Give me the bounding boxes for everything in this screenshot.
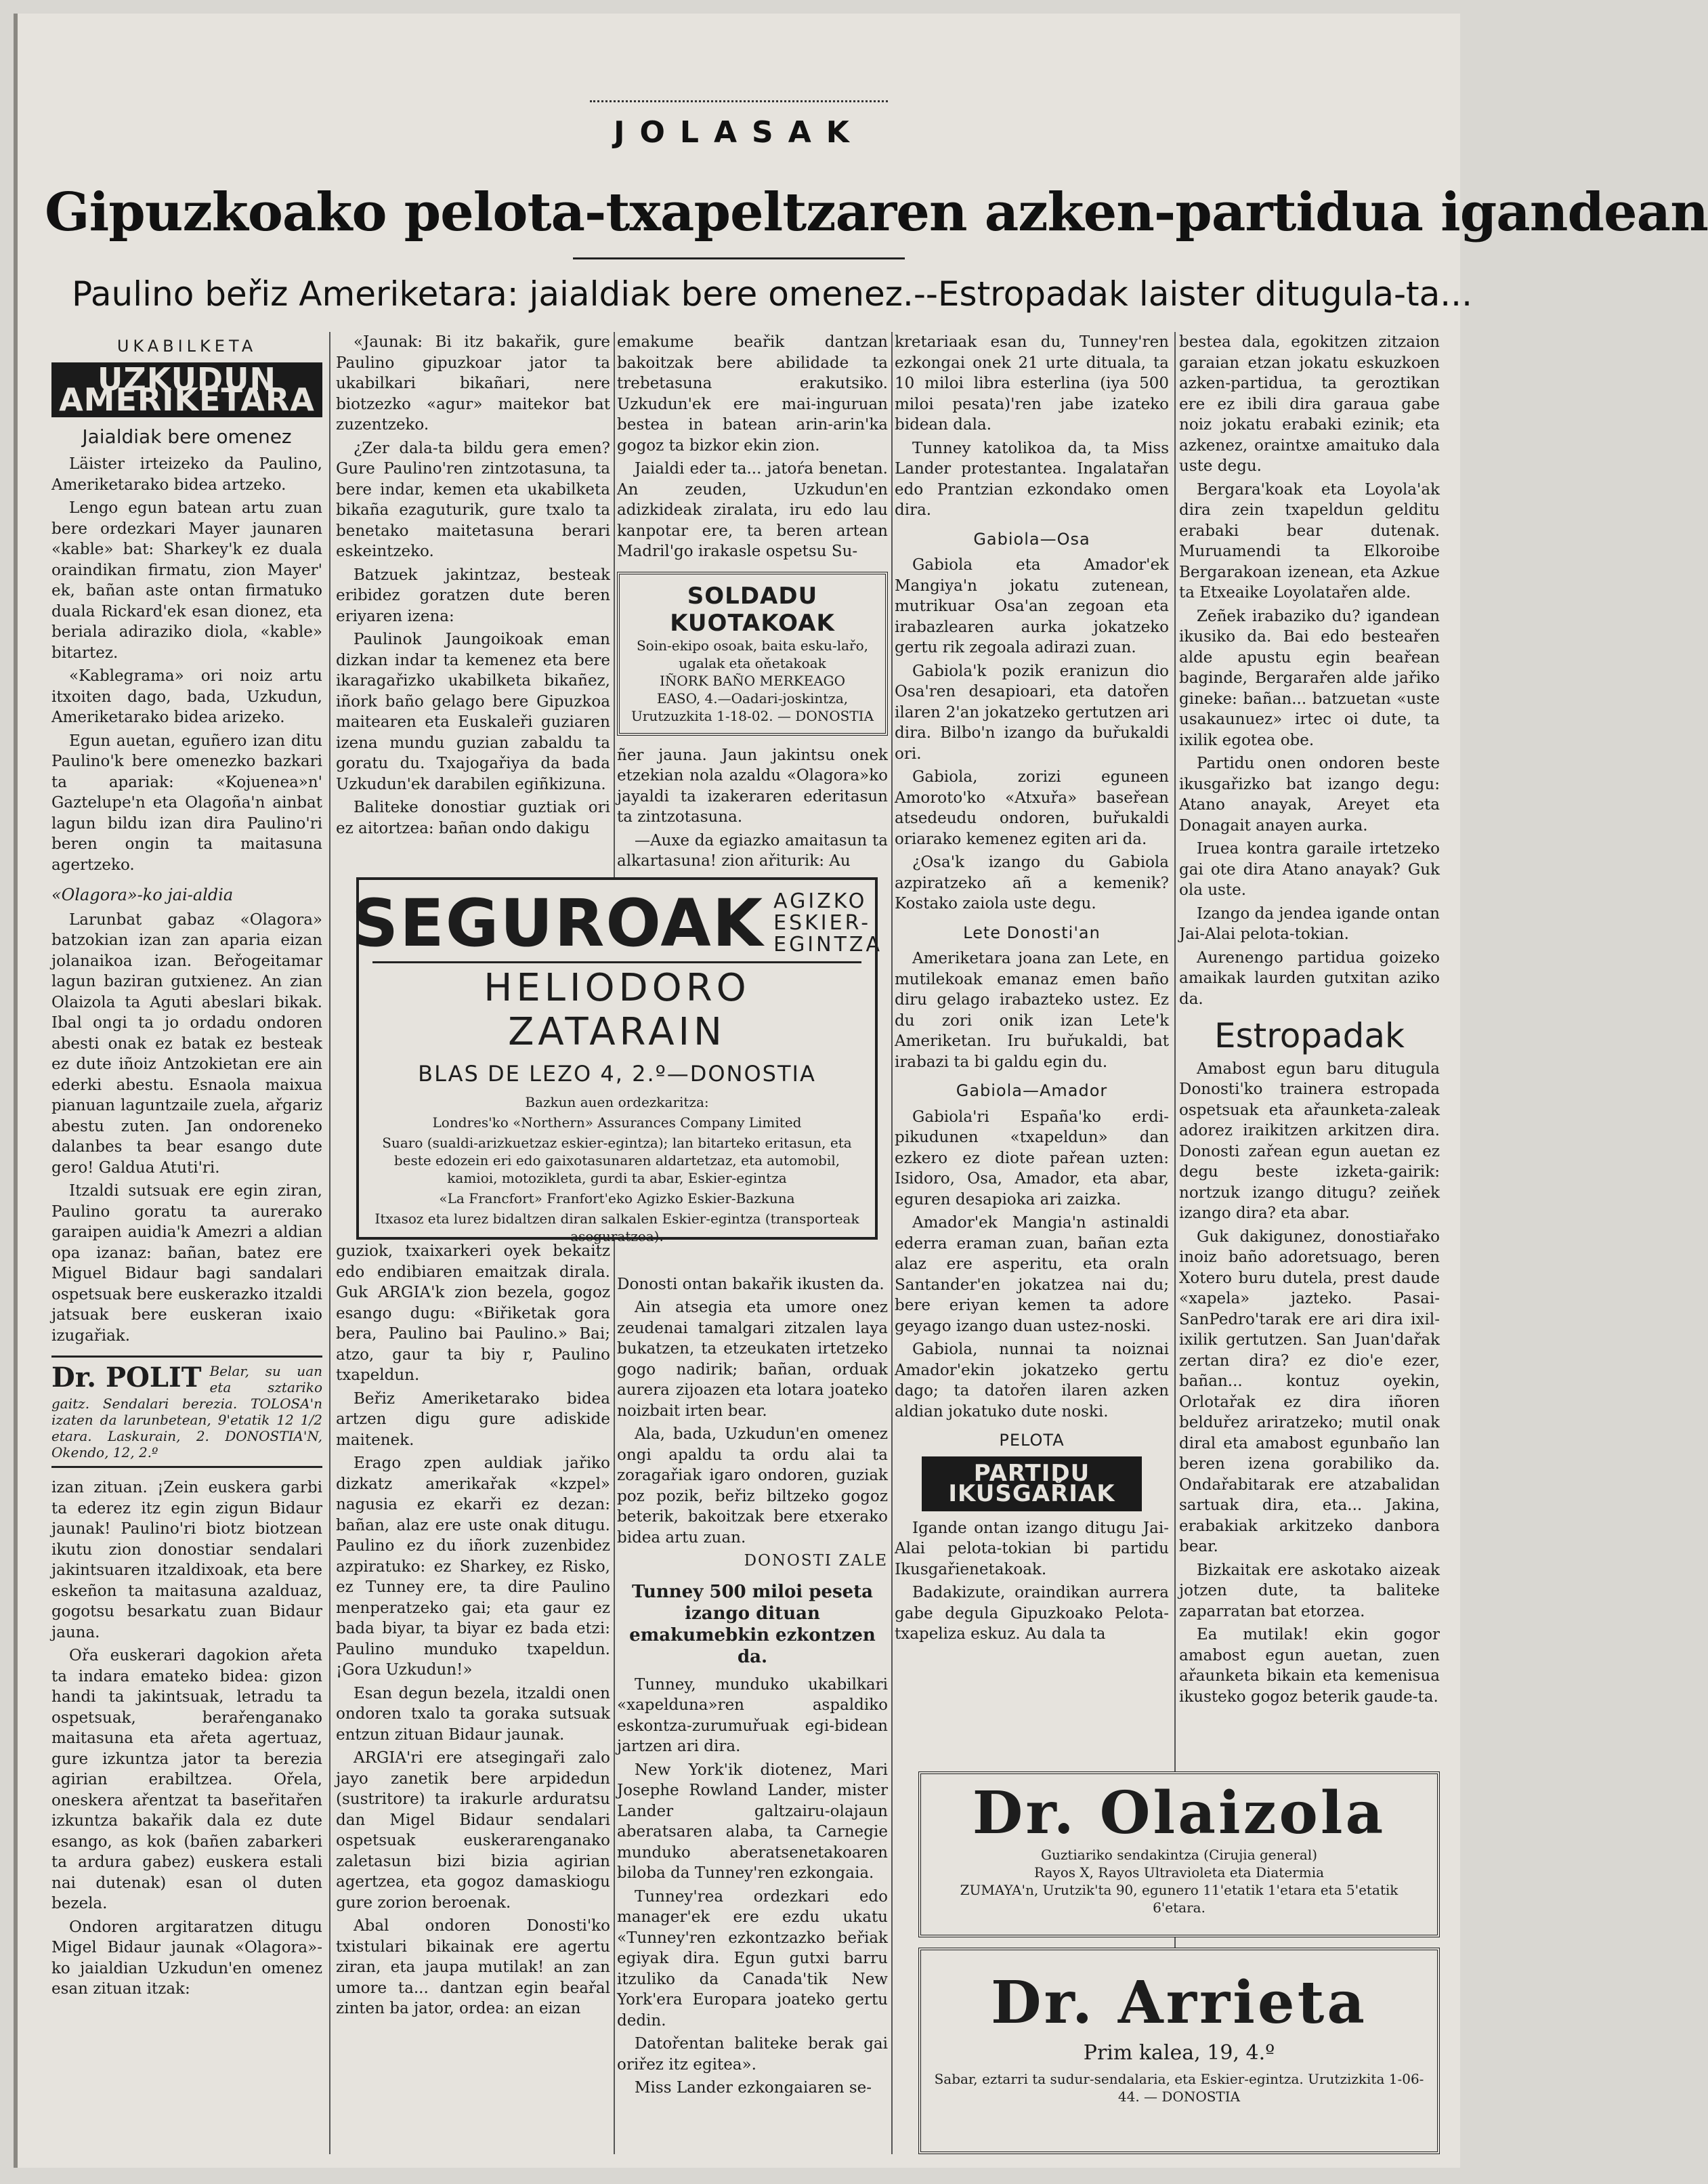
- paragraph: Abal ondoren Donosti'ko txistulari bikainak ere agertu ziran, eta jaupa mutilak! an zan umore ta... dantzan egin beařal zinten ba jator, ordea: an eizan: [336, 1917, 610, 2017]
- paragraph: Baliteke donostiar guztiak ori ez aitortzea: bañan ondo dakigu: [336, 799, 610, 837]
- arrieta-name: Dr. Arrieta: [990, 1969, 1368, 2037]
- signature: DONOSTI ZALE: [744, 1552, 888, 1570]
- soldadu-ad-line: IÑORK BAÑO MERKEAGO: [659, 672, 846, 689]
- paragraph: bestea dala, egokitzen zitzaion garaian etzan jokatu eskuzkoen azken-partidua, ta geroztikan ere ez ibili dira garaua gabe noiz jokatu erabaki ezinik; eta azkenez, oraintxe amaituko dala uste degu.: [1179, 333, 1440, 475]
- estropadak-title: Estropadak: [1214, 1016, 1405, 1055]
- section-subheading: Lete Donosti'an: [963, 923, 1101, 942]
- paragraph: Esan degun bezela, itzaldi onen ondoren txalo ta goraka sutsuak entzun zituan Bidaur jaunak.: [336, 1684, 610, 1744]
- olaizola-line: Guztiariko sendakintza (Cirujia general): [1040, 1847, 1318, 1863]
- paragraph: Ořa euskerari dagokion ařeta ta indara emateko bidea: gizon handi ta jakintsuak, letradu ta ospetsuak, berařenganako maitasuna eta ařeta agertuaz, gure izkuntza jator ta berezia agirian erabiltzea. Ořela, oneskera ařentzat ta baseřitařen izkuntza bakařik dala ez dute esango, as kok (bañen zabarkeri ta ardura gabez) euskera estali nai dutenak) esan ol duten bezela.: [51, 1647, 322, 1912]
- seguroak-company: HELIODORO ZATARAIN: [372, 961, 861, 1054]
- paragraph: Igande ontan izango ditugu Jai-Alai pelota-tokian bi partidu Ikusgařienetakoak.: [895, 1519, 1169, 1578]
- paragraph: Ea mutilak! ekin gogor amabost egun auetan, zuen ařaunketa bikain eta kemenisua ikusteko gogoz beterik gaude-ta.: [1179, 1626, 1440, 1706]
- paragraph: Paulinok Jaungoikoak eman dizkan indar ta kemenez eta bere ikaragařizko ukabilketa bikañez, iñork baño gelago bere Gipuzkoa maitearen eta Euskaleři guziaren izena mundu guzian zabaldu ta goratu du. Txajogařiya da bada Uzkudun'ek darabilen egiñkizuna.: [336, 631, 610, 793]
- paragraph: Beřiz Ameriketarako bidea artzen digu gure adiskide maitenek.: [336, 1389, 610, 1449]
- paragraph: Gabiola'ri España'ko erdi-pikudunen «txapeldun» dan ezkero ez diote pařean uzten: Isidoro, Osa, Amador, eta abar, eguren desapioka ari zaizka.: [895, 1108, 1169, 1209]
- paragraph: New York'ik diotenez, Mari Josephe Rowland Lander, mister Lander galtzairu-olajaun aberatsaren alaba, ta Carnegie munduko aberatsenetakoaren biloba da Tunney'ren ezkongaia.: [617, 1761, 888, 1882]
- arrieta-line: Sabar, eztarri ta sudur-sendalaria, eta Eskier-egintza. Urutzizkita 1-06-44. — DONOSTIA: [934, 2071, 1424, 2105]
- paragraph: Partidu onen ondoren beste ikusgařizko bat izango degu: Atano anayak, Areyet eta Donagait anayen aurka.: [1179, 755, 1440, 835]
- section-subheading: Gabiola—Osa: [973, 529, 1090, 549]
- soldadu-ad-title: SOLDADU KUOTAKOAK: [670, 582, 835, 637]
- soldadu-ad-line: Soin-ekipo osoak, baita esku-lařo, ugalak eta oňetakoak: [636, 637, 868, 671]
- paragraph: Donosti ontan bakařik ikusten da.: [617, 1275, 884, 1293]
- paragraph: Amador'ek Mangia'n astinaldi ederra eraman zuan, bañan ezta alaz ere asperitu, eta oraln Santander'en jokatzea nai du; bere eriyan kemen ta adore geyago izango duan ustez-noski.: [895, 1214, 1169, 1335]
- paragraph: Ondoren argitaratzen ditugu Migel Bidaur jaunak «Olagora»-ko jaialdian Uzkudun'en omenez esan zituan itzak:: [51, 1918, 322, 1998]
- paragraph: Miss Lander ezkongaiaren se-: [635, 2079, 872, 2097]
- paragraph: Batzuek jakintzaz, besteak eribidez goratzen dute beren eriyaren izena:: [336, 566, 610, 625]
- paragraph: Zeñek irabaziko du? igandean ikusiko da. Bai edo besteařen alde apustu egin beařean baginde, Bergarařen alde jařiko gineke: bañan... batzuetan «uste usakaunuez» irtec oi dute, ta ixilik egotea obe.: [1179, 607, 1440, 749]
- seguroak-side: [773, 891, 882, 956]
- seguroak-line: Itxasoz eta lurez bidaltzen diran salkalen Eskier-egintza (transporteak aseguratzea).: [375, 1211, 859, 1244]
- paragraph: kretariaak esan du, Tunney'ren ezkongai onek 21 urte dituala, ta 10 miloi libra esterlina (iya 500 miloi pesata)'ren jabe izateko bidean dala.: [895, 333, 1169, 434]
- seguroak-name: SEGUROAK: [351, 885, 765, 961]
- paragraph: Larunbat gabaz «Olagora» batzokian izan zan aparia eizan jolanaikoa izan. Beřogeitamar lagun baziran gutxienez. An zian Olaizola ta Aguti abeslari bikak. Ibal ongi ta jo ordadu ondoren abesti onak ez batak ez besteak ez dute iñoiz Antzokietan ere ain ederki abestu. Esnaola maixua pianuan laguntzaile zuela, ařgariz abestu zuten. Jan ondoreneko dalanbes ta bear esango dute gero! Galdua Atuti'ri.: [51, 910, 322, 1177]
- paragraph: «Kablegrama» ori noiz artu itxoiten dago, bada, Uzkudun, Ameriketarako bidea arizeko.: [51, 667, 322, 726]
- paragraph: Gabiola, zorizi eguneen Amoroto'ko «Atxuřa» baseřean atsedeudu ondoren, buřukaldi oriarako kemenez egiten ari da.: [895, 768, 1169, 848]
- section-title: JOLASAK: [614, 115, 864, 150]
- column-1: [51, 332, 322, 2154]
- paragraph: Itzaldi sutsuak ere egin ziran, Paulino goratu ta aurerako garaipen auidia'k Amezri a aldian opa izanaz: bañan, batez ere Miguel Bidaur bagi sandalari ospetsuak bere euskerazko itzaldi jatsuak bere euskeran ixaio izugařiak.: [51, 1182, 322, 1345]
- section-subheading: Gabiola—Amador: [956, 1081, 1108, 1100]
- paragraph: izan zituan. ¡Zein euskera garbi ta ederez itz egin zigun Bidaur jaunak! Paulino'ri biotz biotzean ikutu zion donostiar sendalari jakintsuaren itzaldixoak, eta bere eskeñon ta maitasuna azalduaz, gogotsu besarkatu zuan Bidaur jauna.: [51, 1479, 322, 1641]
- olaizola-line: ZUMAYA'n, Urutzik'ta 90, egunero 11'etatik 1'etara eta 5'etatik 6'etara.: [960, 1882, 1399, 1916]
- partidu-banner: PARTIDU IKUSGAŘIAK: [922, 1456, 1142, 1511]
- paragraph: «Jaunak: Bi itz bakařik, gure Paulino gipuzkoar jator ta ukabilkari bikañari, nere biotzezko «agur» maitekor bat zuzentzeko.: [336, 333, 610, 434]
- seguroak-line: Suaro (sualdi-arizkuetzaz eskier-egintza); lan bitarteko eritasun, eta beste edozein eri edo gaixotasunaren aldartetzaz, eta automobil, kamioi, motozikleta, gurdi ta abar, Eskier-egintza: [382, 1135, 852, 1186]
- paragraph: emakume beařik dantzan bakoitzak bere abilidade ta trebetasuna erakutsiko. Uzkudun'ek ere mai-inguruan bestea in batean arin-arin'ka gogoz ta bizkor ekin zion.: [617, 333, 888, 455]
- paragraph: Aurenengo partidua goizeko amaikak laurden gutxitan aziko da.: [1179, 948, 1440, 1008]
- article-subtitle: Jaialdiak bere omenez: [82, 425, 292, 448]
- paragraph: ¿Zer dala-ta bildu gera emen? Gure Paulino'ren zintzotasuna, ta bere indar, kemen eta ukabilketa bikaña ezaguturik, gure txalo ta benetako maitetasuna berari eskeintzeko.: [336, 439, 610, 560]
- subheadline: Paulino beřiz Ameriketara: jaialdiak bere omenez.--Estropadak laister ditugula-ta...: [72, 274, 1472, 314]
- arrieta-ad: [918, 1948, 1440, 2154]
- seguroak-line: Londres'ko «Northern» Assurances Company Limited: [432, 1114, 802, 1131]
- seguroak-side-line: EGINTZA: [773, 933, 882, 957]
- paragraph: ARGIA'ri ere atsegingaři zalo jayo zanetik bere arpidedun (sustritore) ta irakurle arduratsu dan Migel Bidaur sendalari ospetsuak euskerarenganako zaletasun bizi bizia agirian agertzea, eta gogoz damaskiogu gure zorion beroenak.: [336, 1749, 610, 1912]
- paragraph: Ameriketara joana zan Lete, en mutilekoak emanaz emen baño diru gelago irabazteko ustez. Ez du zori onik izan Lete'k Ameriketan. Iru buřukaldi, bat irabazi ta bi galdu egin du.: [895, 950, 1169, 1071]
- paragraph: Erago zpen auldiak jařiko dizkatz amerikařak «kzpel» nagusia ez ekarři ez dezan: bañan, alaz ere uste onak ditugu. Paulino ez du iñork zuzenbidez azpiratuko: ez Sharkey, ez Risko, ez Tunney ere, ta dire Paulino menperatzeko gai; eta gaur ez bada biyar, ta biyar ez bada etzi: Paulino munduko txapeldun. ¡Gora Uzkudun!»: [336, 1454, 610, 1679]
- olaizola-name: Dr. Olaizola: [972, 1779, 1386, 1847]
- paragraph: Läister irteizeko da Paulino, Ameriketarako bidea artzeko.: [51, 455, 322, 494]
- dr-polit-ad: [51, 1356, 322, 1468]
- paragraph: Tunney, munduko ukabilkari «xapelduna»ren aspaldiko eskontza-zurumuřuak egi-bidean jartzen ari dira.: [617, 1675, 888, 1755]
- column-divider: [891, 332, 893, 2154]
- seguroak-header: [351, 885, 882, 961]
- paragraph: Amabost egun baru ditugula Donosti'ko trainera estropada ospetsuak eta ařaunketa-zaleak adorez iraikitzen arkitzen dira. Donosti zařean egun auetan ez degu beste izketa-gairik: nortzuk izango ditugu? zeiňek izango dira? eta abar.: [1179, 1059, 1440, 1222]
- olaizola-ad: [918, 1771, 1440, 1937]
- article-banner: UZKUDUN AMERIKETARA: [51, 362, 322, 417]
- seguroak-side-line: ESKIER-: [773, 911, 872, 935]
- paragraph: Bizkaitak ere askotako aizeak jotzen dute, ta baliteke zaparratan bat etorzea.: [1179, 1561, 1440, 1620]
- paragraph: Iruea kontra garaile irtetzeko gai ote dira Atano anayak? Guk ola uste.: [1179, 840, 1440, 899]
- dr-polit-name: Dr. POLIT: [51, 1362, 202, 1393]
- paragraph: Badakizute, oraindikan aurrera gabe degula Gipuzkoako Pelota-txapeliza eskuz. Au dala ta: [895, 1584, 1169, 1643]
- paragraph: Tunney'rea ordezkari edo manager'ek ere ezdu ukatu «Tunney'ren ezkontzazko beřiak egiyak dira. Egun gutxi barru itzuliko da Canada'tik New York'era Europara joateko gertu dedin.: [617, 1887, 888, 2030]
- article-heading: Tunney 500 miloi peseta izango dituan emakumebkin ezkontzen da.: [629, 1581, 876, 1667]
- dr-polit-text: Belar, su uan eta sztariko gaitz. Sendalari berezia. TOLOSA'n izaten da larunbetean, 9'etatik 12 1/2 etara. Laskurain, 2. DONOSTIA'N, Okendo, 12, 2.º: [51, 1363, 322, 1461]
- paragraph: ¿Osa'k izango du Gabiola azpiratzeko añ a kemenik? Kostako zaiola uste degu.: [895, 854, 1169, 912]
- newspaper-page: [14, 14, 1708, 2168]
- paragraph: Jaialdi eder ta... jatoŕa benetan. An zeuden, Uzkudun'en adizkideak ziralata, iru edo lau kanpotar ere, ta beren artean Madril'go irakasle ospetsu Su-: [617, 460, 888, 560]
- seguroak-address: BLAS DE LEZO 4, 2.º—DONOSTIA: [418, 1061, 816, 1087]
- paragraph: Lengo egun batean artu zuan bere ordezkari Mayer jaunaren «kable» bat: Sharkey'k ez duala oraindikan firmatu, zion Mayer' ek, bañan aste ontan firmatuko duala Rickard'ek esan dionez, eta beriala adiraziko diola, «kable» bitartez.: [51, 499, 322, 662]
- column-divider: [329, 332, 330, 2154]
- paragraph: —Auxe da egiazko amaitasun ta alkartasuna! zion ařiturik: Au: [617, 831, 888, 870]
- olaizola-line: Rayos X, Rayos Ultravioleta eta Diatermia: [1033, 1864, 1325, 1881]
- paragraph: guziok, txaixarkeri oyek bekaitz edo endibiaren emaitzak dirala. Guk ARGIA'k zion bezela, gogoz esango dugu: «Biřiketak gora bera, Paulino bai Paulino.» Bai; atzo, gaur ta biy r, Paulino txapeldun.: [336, 1242, 610, 1384]
- soldadu-ad-line: EASO, 4.—Oadari-joskintza, Urutzuzkita 1-18-02. — DONOSTIA: [631, 690, 874, 724]
- seguroak-side-line: AGIZKO: [773, 889, 868, 913]
- headline-rule: [573, 257, 905, 262]
- paragraph: Gabiola eta Amador'ek Mangiya'n jokatu zutenean, mutrikuar Osa'an zegoan eta irabazlearen aurka jokatzeko gertu rik zegoala adirazi zuan.: [895, 556, 1169, 656]
- paragraph: Egun auetan, eguñero izan ditu Paulino'k bere omenezko bazkari ta apariak: «Kojuenea»n' Gaztelupe'n eta Olagoña'n ainbat lagun bildu izan dira Paulino'ri beren ongin ta maitasuna agertzeko.: [51, 732, 322, 874]
- paragraph: Guk dakigunez, donostiařako inoiz baño adoretsuago, beren Xotero buru dutela, prest daude «xapela» jazteko. Pasai-SanPedro'tarak ere ari dira ixil-ixilik gertutzen. San Juan'dařak zertan dira? ez dio'e ezer, bañan... kontuz oyekin, Orlotařak ez dira iñoren belduřez ariratzeko; mutil onak diral eta amabost egunbaño lan beren izena gorabiliko da. Ondařabitarak ere atzabalidan sartuak dira, eta... Jakina, erabakiak arkitzeko danbora bear.: [1179, 1227, 1440, 1555]
- seguroak-line: Bazkun auen ordezkaritza:: [525, 1094, 709, 1110]
- seguroak-ad: [351, 877, 882, 1244]
- paragraph: Izango da jendea igande ontan Jai-Alai pelota-tokian.: [1179, 904, 1440, 943]
- paragraph: Gabiola, nunnai ta noiznai Amador'ekin jokatzeko gertu dago; ta datořen ilaren azken aldian jokatuko dute noski.: [895, 1341, 1169, 1421]
- section-subheading: «Olagora»-ko jai-aldia: [51, 885, 234, 904]
- paragraph: ñer jauna. Jaun jakintsu onek etzekian nola azaldu «Olagora»ko jayaldi ta izakeraren ederitasun ta zintzotasuna.: [617, 746, 888, 826]
- headline: Gipuzkoako pelota-txapeltzaren azken-partidua igandean: [45, 182, 1708, 243]
- paragraph: Tunney katolikoa da, ta Miss Lander protestantea. Ingalatařan edo Prantzian ezkondako omen dira.: [895, 439, 1169, 519]
- paragraph: Bergara'koak eta Loyola'ak dira zein txapeldun gelditu erabaki bear dutenak. Muruamendi ta Elkoroibe Bergarakoan izenean, eta Azkue ta Etxeaike Loyolatařen alde.: [1179, 480, 1440, 602]
- seguroak-line: «La Francfort» Franfort'eko Agizko Eskier-Bazkuna: [439, 1190, 795, 1206]
- paragraph: Ala, bada, Uzkudun'en omenez ongi apaldu ta ordu alai ta zoragařiak igaro ondoren, guziak poz pozik, beřiz biltzeko gogoz beterik, bakoitzak bere etxerako bidea artu zuan.: [617, 1425, 888, 1547]
- kicker: UKABILKETA: [116, 337, 257, 356]
- soldadu-ad: [617, 572, 888, 736]
- paragraph: Gabiola'k pozik eranizun dio Osa'ren desapioari, eta datořen ilaren 2'an jokatzeko gertutzen ari dira. Bilbo'n izango da buřukaldi ori.: [895, 662, 1169, 763]
- arrieta-street: Prim kalea, 19, 4.º: [1083, 2041, 1275, 2065]
- paragraph: Datořentan baliteke berak gai oriřez itz egitea».: [617, 2035, 888, 2074]
- paragraph: Ain atsegia eta umore onez zeudenai tamalgari zitzalen laya bukatzen, ta etzeukaten irtetzeko gogo nadirik; bañan, orduak aurera zijoazen eta lotara joateko noizbait irten bear.: [617, 1299, 888, 1420]
- section-subheading: PELOTA: [999, 1431, 1065, 1450]
